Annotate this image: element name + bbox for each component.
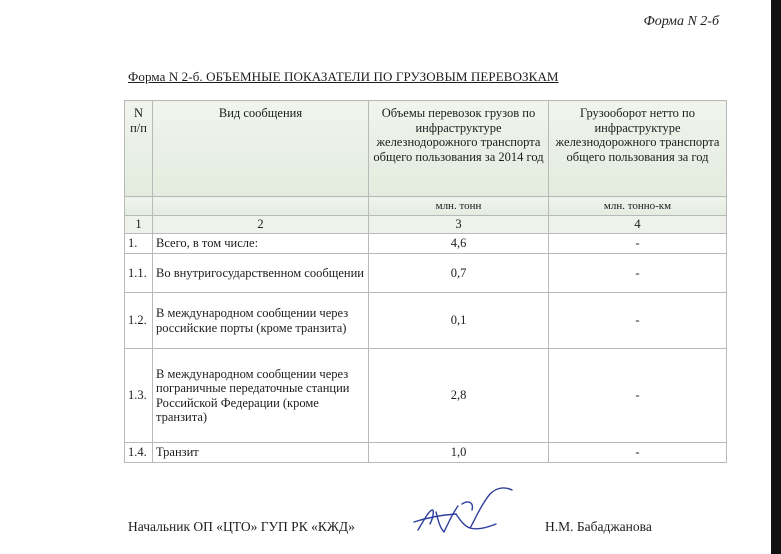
page-edge [771,0,781,554]
row-turnover: - [549,349,727,443]
table-row [125,293,727,349]
row-turnover: - [549,254,727,293]
column-number: 1 [125,216,153,234]
header-turnover: Грузооборот нетто по инфраструктуре железнодорожного транспорта общего пользования за год [549,101,727,197]
units-turnover: млн. тонно-км [549,197,727,216]
handwritten-signature [412,484,522,546]
document-title: Форма N 2-б. ОБЪЕМНЫЕ ПОКАЗАТЕЛИ ПО ГРУЗОВЫМ ПЕРЕВОЗКАМ [128,69,559,84]
row-number: 1.4. [125,443,153,463]
row-label: Транзит [153,443,369,463]
header-type: Вид сообщения [153,101,369,197]
header-num: N п/п [125,101,153,197]
row-turnover: - [549,234,727,254]
form-label: Форма N 2-б [643,14,719,29]
column-number-row [125,216,727,234]
row-number: 1. [125,234,153,254]
column-number: 2 [153,216,369,234]
row-volume: 4,6 [369,234,549,254]
header-volume: Объемы перевозок грузов по инфраструктуре железнодорожного транспорта общего пользования за 2014 год [369,101,549,197]
column-number: 4 [549,216,727,234]
table-row [125,254,727,293]
row-label: Во внутригосударственном сообщении [153,254,369,293]
row-number: 1.3. [125,349,153,443]
units-volume: млн. тонн [369,197,549,216]
row-label: Всего, в том числе: [153,234,369,254]
column-number: 3 [369,216,549,234]
row-number: 1.2. [125,293,153,349]
table-row [125,234,727,254]
row-volume: 0,7 [369,254,549,293]
table-row [125,443,727,463]
cargo-volume-table [124,100,727,463]
signatory-position: Начальник ОП «ЦТО» ГУП РК «КЖД» [128,519,355,534]
header-num-units [125,197,153,216]
row-label: В международном сообщении через пограничные передаточные станции Российской Федерации (кроме транзита) [153,349,369,443]
header-type-units [153,197,369,216]
row-number: 1.1. [125,254,153,293]
row-turnover: - [549,293,727,349]
row-volume: 1,0 [369,443,549,463]
row-turnover: - [549,443,727,463]
table-row [125,349,727,443]
row-volume: 2,8 [369,349,549,443]
row-volume: 0,1 [369,293,549,349]
row-label: В международном сообщении через российские порты (кроме транзита) [153,293,369,349]
signatory-name: Н.М. Бабаджанова [545,519,652,534]
